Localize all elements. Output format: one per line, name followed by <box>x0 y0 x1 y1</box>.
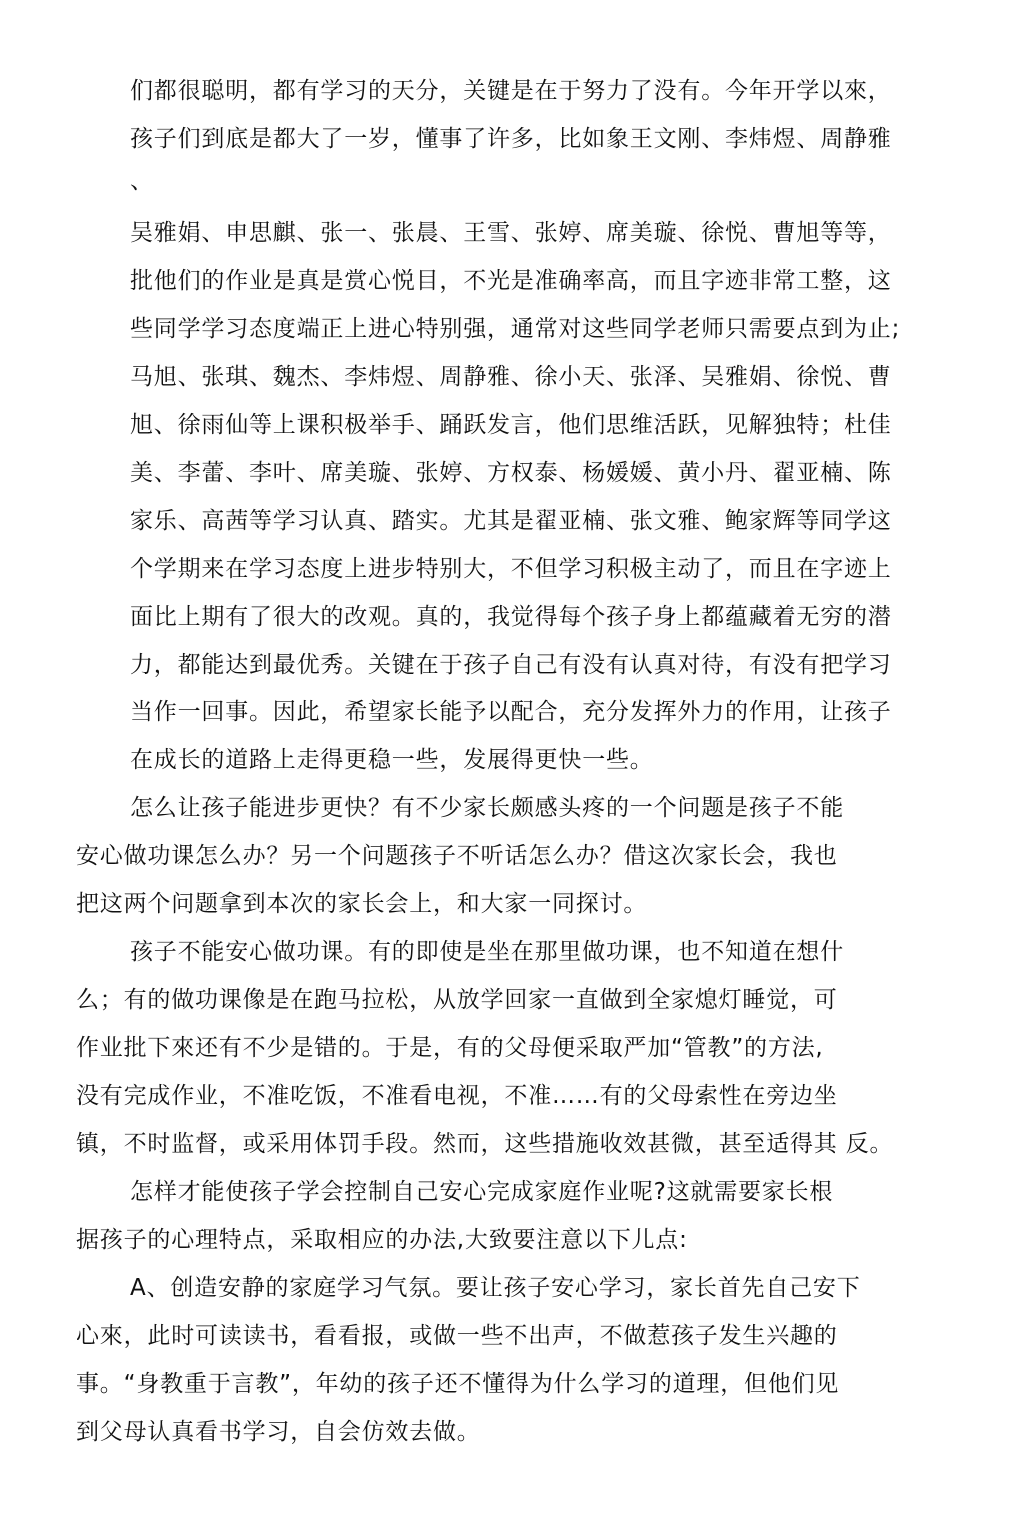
paragraph-first-line: A、创造安静的家庭学习气氛。要让孩子安心学习，家长首先自己安下 <box>130 1275 861 1301</box>
paragraph-first-line: 怎样才能使孩子学会控制自己安心完成家庭作业呢?这就需要家长根 <box>130 1179 834 1205</box>
text-line: 个学期来在学习态度上进步特别大，不但学习积极主动了，而且在字迹上 <box>130 556 892 582</box>
text-line: 作业批下來还有不少是错的。于是，有的父母便采取严加“管教”的方法, <box>76 1035 824 1061</box>
text-line: 们都很聪明，都有学习的天分，关键是在于努力了没有。今年开学以來， <box>130 78 892 104</box>
text-line: 孩子们到底是都大了一岁，懂事了许多，比如象王文刚、李炜煜、周静雅 <box>130 126 892 152</box>
text-line: 事。“身教重于言教”，年幼的孩子还不懂得为什么学习的道理，但他们见 <box>76 1371 840 1397</box>
text-line: 、 <box>130 168 154 194</box>
text-line: 家乐、高茜等学习认真、踏实。尤其是翟亚楠、张文雅、鲍家辉等同学这 <box>130 508 892 534</box>
text-line: 旭、徐雨仙等上课积极举手、踊跃发言，他们思维活跃，见解独特；杜佳 <box>130 412 892 438</box>
text-line: 批他们的作业是真是赏心悦目，不光是准确率高，而且字迹非常工整，这 <box>130 268 892 294</box>
text-line: 心來，此时可读读书，看看报，或做一些不出声，不做惹孩子发生兴趣的 <box>76 1323 838 1349</box>
text-line: 据孩子的心理特点，采取相应的办法,大致要注意以下儿点: <box>76 1227 688 1253</box>
text-line: 力，都能达到最优秀。关键在于孩子自己有没有认真对待，有没有把学习 <box>130 652 892 678</box>
text-line: 安心做功课怎么办？另一个问题孩子不听话怎么办？借这次家长会，我也 <box>76 843 838 869</box>
text-line: 在成长的道路上走得更稳一些，发展得更快一些。 <box>130 747 654 773</box>
paragraph-first-line: 孩子不能安心做功课。有的即使是坐在那里做功课，也不知道在想什 <box>130 939 844 965</box>
text-line: 些同学学习态度端正上进心特别强，通常对这些同学老师只需要点到为止; <box>130 316 901 342</box>
text-line: 当作一回事。因此，希望家长能予以配合，充分发挥外力的作用，让孩子 <box>130 699 892 725</box>
text-line: 马旭、张琪、魏杰、李炜煜、周静雅、徐小天、张泽、吴雅娟、徐悦、曹 <box>130 364 892 390</box>
text-line: 没有完成作业，不准吃饭，不准看电视，不准……有的父母索性在旁边坐 <box>76 1083 838 1109</box>
paragraph-first-line: 怎么让孩子能进步更快？有不少家长颇感头疼的一个问题是孩子不能 <box>130 795 844 821</box>
text-line: 吴雅娟、申思麒、张一、张晨、王雪、张婷、席美璇、徐悦、曹旭等等， <box>130 220 892 246</box>
text-line: 把这两个问题拿到本次的家长会上，和大家一同探讨。 <box>76 891 648 917</box>
text-line: 么；有的做功课像是在跑马拉松，从放学回家一直做到全家熄灯睡觉，可 <box>76 987 838 1013</box>
text-line: 到父母认真看书学习，自会仿效去做。 <box>76 1419 481 1445</box>
text-line: 面比上期有了很大的改观。真的，我觉得每个孩子身上都蕴藏着无穷的潜 <box>130 604 892 630</box>
text-line: 美、李蕾、李叶、席美璇、张婷、方权泰、杨媛媛、黄小丹、翟亚楠、陈 <box>130 460 892 486</box>
text-line: 镇，不时监督，或采用体罚手段。然而，这些措施收效甚微，甚至适得其 反。 <box>76 1131 894 1157</box>
